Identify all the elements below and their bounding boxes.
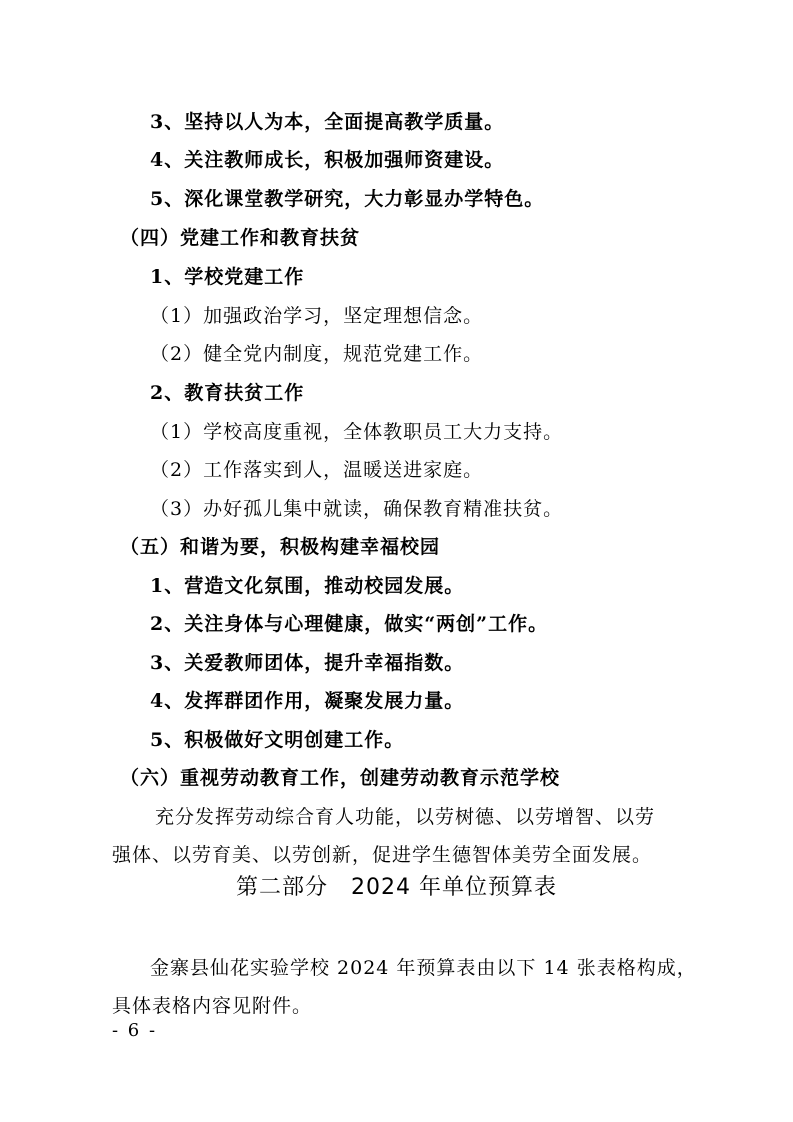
text-line: （1）加强政治学习，坚定理想信念。	[150, 305, 484, 327]
paragraph-line: 强体、以劳育美、以劳创新，促进学生德智体美劳全面发展。	[112, 844, 653, 866]
text-line: 3、关爱教师团体，提升幸福指数。	[150, 652, 465, 674]
section-heading-6: （六）重视劳动教育工作，创建劳动教育示范学校	[120, 767, 561, 789]
text-line: （1）学校高度重视，全体教职员工大力支持。	[150, 421, 564, 443]
text-line: 5、深化课堂教学研究，大力彰显办学特色。	[150, 188, 545, 210]
paragraph-line: 金寨县仙花实验学校 2024 年预算表由以下 14 张表格构成，	[150, 957, 697, 979]
text-line: （2）健全党内制度，规范党建工作。	[150, 343, 484, 365]
part-heading: 第二部分 2024 年单位预算表	[236, 875, 557, 900]
section-heading-5: （五）和谐为要，积极构建幸福校园	[120, 536, 441, 558]
section-heading-4: （四）党建工作和教育扶贫	[120, 227, 361, 249]
text-line: 4、发挥群团作用，凝聚发展力量。	[150, 690, 465, 712]
subheading: 2、教育扶贫工作	[150, 382, 305, 404]
text-line: （3）办好孤儿集中就读，确保教育精准扶贫。	[150, 498, 564, 520]
text-line: 3、坚持以人为本，全面提高教学质量。	[150, 111, 505, 133]
page-number: - 6 -	[112, 1020, 158, 1041]
text-line: 2、关注身体与心理健康，做实“两创”工作。	[150, 613, 549, 635]
paragraph-line: 充分发挥劳动综合育人功能，以劳树德、以劳增智、以劳	[155, 806, 656, 828]
text-line: 4、关注教师成长，积极加强师资建设。	[150, 149, 505, 171]
text-line: 5、积极做好文明创建工作。	[150, 729, 405, 751]
subheading: 1、学校党建工作	[150, 266, 305, 288]
paragraph-line: 具体表格内容见附件。	[112, 995, 313, 1017]
text-line: （2）工作落实到人，温暖送进家庭。	[150, 459, 484, 481]
text-line: 1、营造文化氛围，推动校园发展。	[150, 575, 465, 597]
